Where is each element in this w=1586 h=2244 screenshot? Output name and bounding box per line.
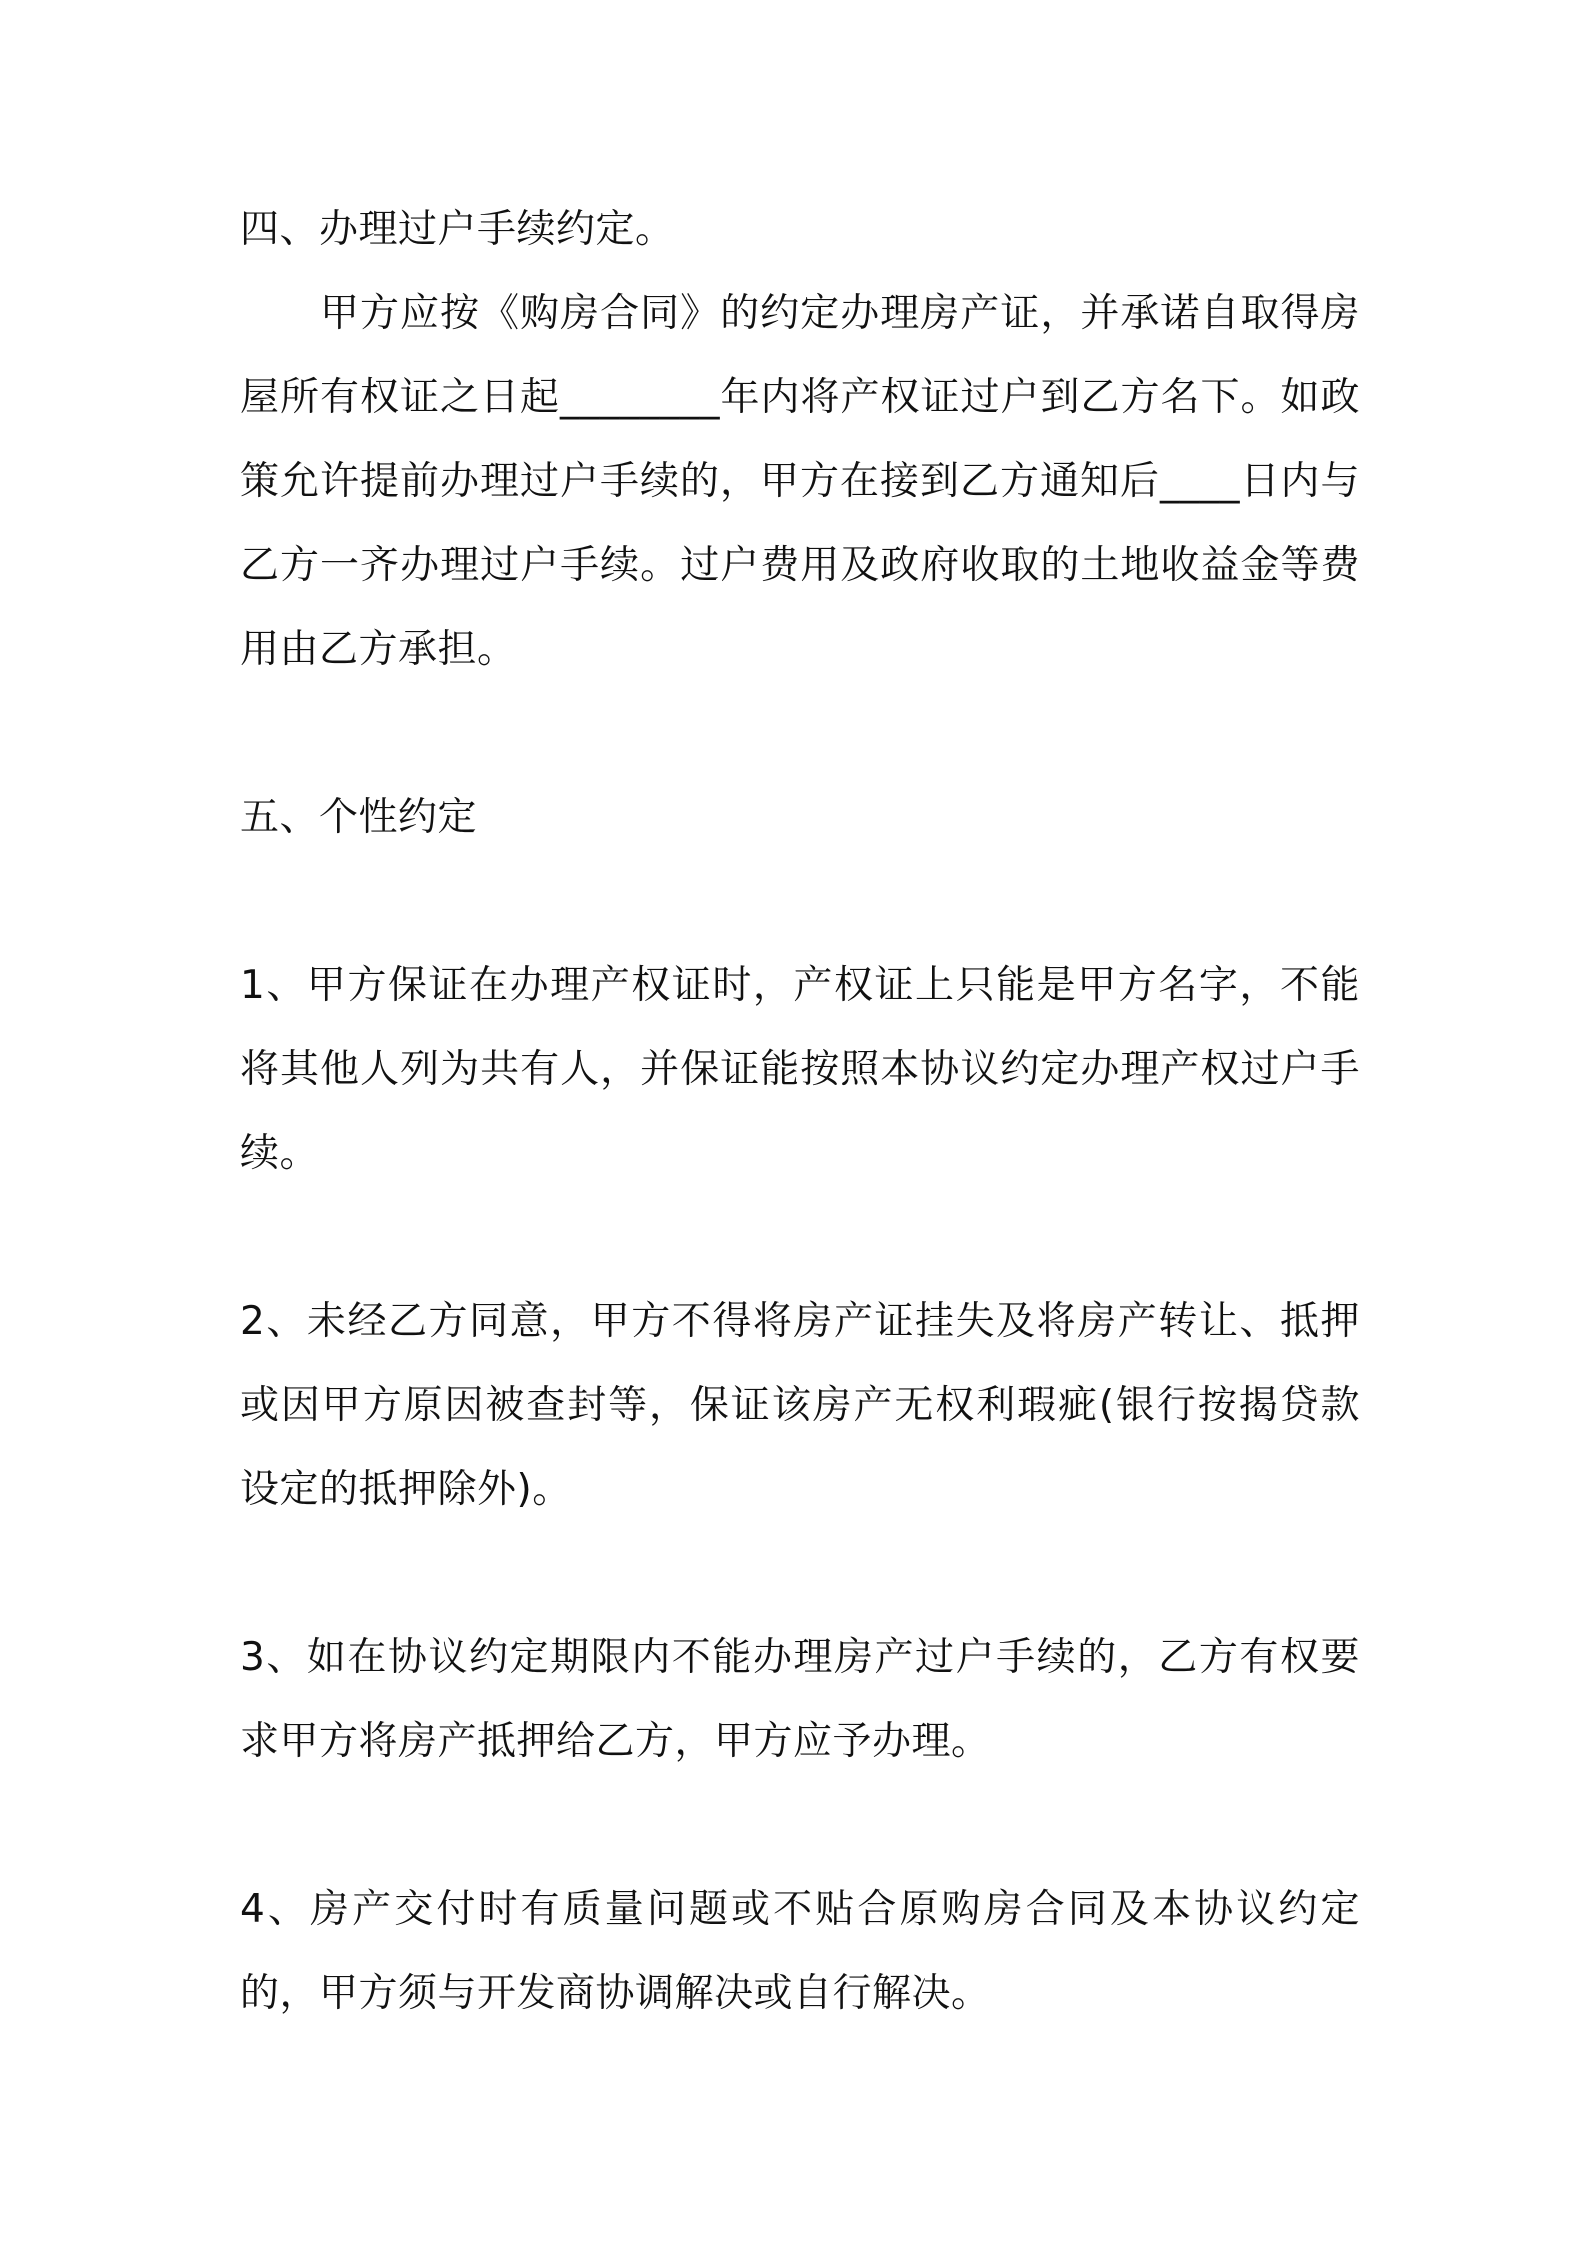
document-body [240, 188, 1360, 2036]
clause-3: 3、如在协议约定期限内不能办理房产过户手续的，乙方有权要求甲方将房产抵押给乙方，甲方应予办理。 [240, 1635, 1360, 1764]
clause-1: 1、甲方保证在办理产权证时，产权证上只能是甲方名字，不能将其他人列为共有人，并保证能按照本协议约定办理产权过户手续。 [240, 963, 1360, 1176]
section-5-heading: 五、个性约定 [240, 795, 478, 840]
section-4-paragraph: 甲方应按《购房合同》的约定办理房产证，并承诺自取得房屋所有权证之日起________年内将产权证过户到乙方名下。如政策允许提前办理过户手续的，甲方在接到乙方通知后____日内与乙方一齐办理过户手续。过户费用及政府收取的土地收益金等费用由乙方承担。 [240, 291, 1360, 672]
section-4-heading: 四、办理过户手续约定。 [240, 207, 675, 252]
clause-4: 4、房产交付时有质量问题或不贴合原购房合同及本协议约定的，甲方须与开发商协调解决或自行解决。 [240, 1887, 1360, 2016]
clause-2: 2、未经乙方同意，甲方不得将房产证挂失及将房产转让、抵押或因甲方原因被查封等，保证该房产无权利瑕疵(银行按揭贷款设定的抵押除外)。 [240, 1299, 1360, 1512]
